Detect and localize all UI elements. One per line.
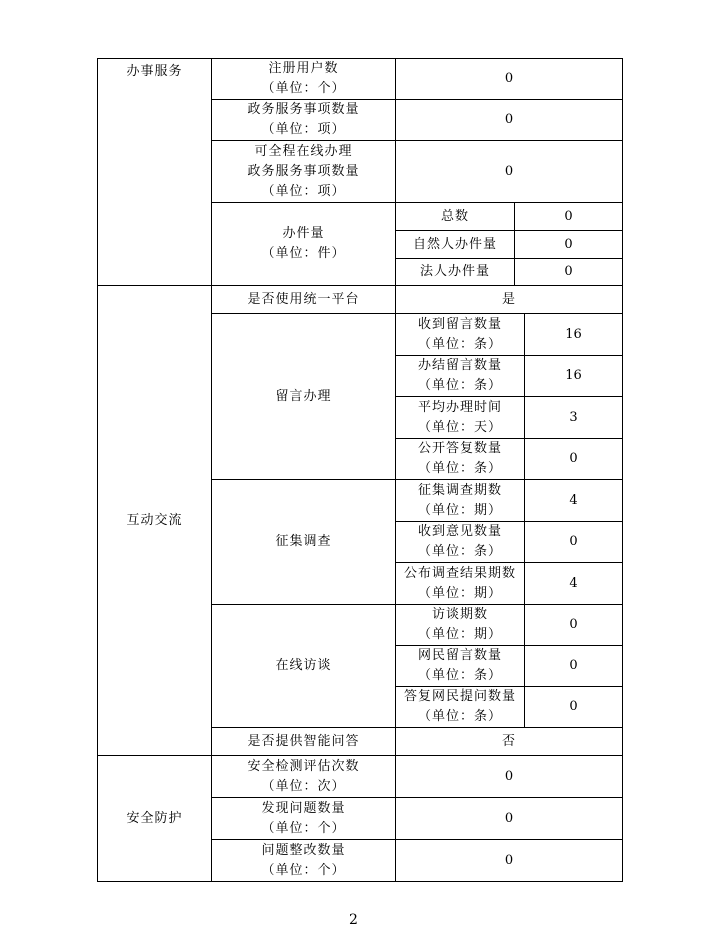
sub-natural-person-label bbox=[396, 231, 514, 258]
value-text: 0 bbox=[504, 810, 514, 826]
label-line: 网民留言数量 bbox=[417, 648, 502, 663]
group-label: 征集调查 bbox=[275, 534, 332, 549]
item-results-published-label bbox=[396, 563, 524, 604]
row-online-items-value bbox=[396, 141, 622, 202]
label-line: 问题整改数量 bbox=[261, 842, 346, 858]
row-service-items-value bbox=[396, 100, 622, 140]
label-line: 办件量 bbox=[282, 226, 325, 241]
label-line: 是否使用统一平台 bbox=[247, 291, 360, 307]
unit-line: （单位：期） bbox=[417, 585, 502, 601]
section-label-text: 办事服务 bbox=[126, 64, 183, 79]
item-netizen-messages-value bbox=[525, 646, 622, 686]
section-label-service bbox=[98, 58, 211, 290]
value-text: 0 bbox=[569, 617, 578, 632]
value-text: 0 bbox=[569, 534, 578, 549]
label-line: 征集调查期数 bbox=[417, 482, 502, 498]
unit-line: （单位：个） bbox=[261, 81, 346, 96]
unit-line: （单位：条） bbox=[417, 378, 502, 393]
row-registered-users-label bbox=[212, 59, 395, 99]
section-label-security bbox=[98, 756, 211, 881]
item-messages-closed-label bbox=[396, 356, 524, 396]
row-unified-platform-value bbox=[396, 286, 622, 313]
label-line: 发现问题数量 bbox=[261, 800, 346, 816]
value-text: 3 bbox=[569, 409, 578, 425]
unit-line: （单位：条） bbox=[417, 668, 502, 683]
value-text: 否 bbox=[501, 733, 516, 749]
item-results-published-value bbox=[525, 563, 622, 604]
unit-line: （单位：条） bbox=[417, 336, 502, 352]
item-messages-closed-value bbox=[525, 356, 622, 396]
item-interview-periods-value bbox=[525, 605, 622, 645]
label-line: 收到留言数量 bbox=[417, 316, 502, 332]
label-line: 公开答复数量 bbox=[417, 441, 502, 456]
row-online-items-label bbox=[212, 141, 395, 202]
sub-natural-person-value bbox=[515, 231, 622, 258]
value-text: 0 bbox=[569, 699, 578, 714]
row-issues-found-value bbox=[396, 798, 622, 839]
label-line: 答复网民提问数量 bbox=[403, 689, 516, 704]
row-service-items-label bbox=[212, 100, 395, 140]
group-label: 在线访谈 bbox=[275, 658, 332, 673]
item-opinions-received-value bbox=[525, 522, 622, 562]
value-text: 0 bbox=[504, 852, 514, 868]
group-label: 留言办理 bbox=[275, 388, 332, 404]
unit-line: （单位：期） bbox=[417, 627, 502, 642]
item-interview-periods-label bbox=[396, 605, 524, 645]
item-messages-received-label bbox=[396, 314, 524, 355]
value-text: 0 bbox=[564, 236, 573, 252]
row-issues-fixed-label bbox=[212, 840, 395, 881]
unit-line: （单位：个） bbox=[261, 820, 346, 836]
label-line: 注册用户数 bbox=[268, 61, 339, 76]
value-text: 是 bbox=[501, 291, 516, 307]
sub-legal-person-value bbox=[515, 259, 622, 285]
unit-line: （单位：个） bbox=[261, 862, 346, 878]
sub-total-value bbox=[515, 203, 622, 230]
section-label-interaction bbox=[98, 286, 211, 755]
row-issues-fixed-value bbox=[396, 840, 622, 881]
item-avg-time-label bbox=[396, 397, 524, 438]
section-label-text: 互动交流 bbox=[126, 512, 183, 528]
sub-total-label bbox=[396, 203, 514, 230]
sub-legal-person-label bbox=[396, 259, 514, 285]
item-survey-periods-label bbox=[396, 480, 524, 521]
group-message-handling bbox=[212, 314, 395, 479]
unit-line: （单位：件） bbox=[261, 246, 346, 261]
value-text: 0 bbox=[569, 658, 578, 673]
label-line: 政务服务事项数量 bbox=[247, 163, 360, 179]
label-line: 总数 bbox=[440, 208, 469, 224]
value-text: 16 bbox=[565, 368, 582, 383]
label-line: 可全程在线办理 bbox=[254, 143, 353, 159]
value-text: 4 bbox=[569, 575, 578, 591]
unit-line: （单位：条） bbox=[417, 544, 502, 559]
group-survey bbox=[212, 480, 395, 604]
unit-line: （单位：项） bbox=[261, 183, 346, 199]
item-public-replies-value bbox=[525, 439, 622, 479]
label-line: 访谈期数 bbox=[431, 607, 488, 622]
label-line: 是否提供智能问答 bbox=[247, 733, 360, 749]
unit-line: （单位：期） bbox=[417, 502, 502, 518]
item-avg-time-value bbox=[525, 397, 622, 438]
group-online-interview bbox=[212, 605, 395, 727]
label-line: 法人办件量 bbox=[419, 264, 490, 279]
label-line: 办结留言数量 bbox=[417, 358, 502, 373]
item-messages-received-value bbox=[525, 314, 622, 355]
value-text: 0 bbox=[504, 768, 514, 784]
label-line: 自然人办件量 bbox=[412, 236, 497, 252]
row-smart-qa-label bbox=[212, 728, 395, 755]
unit-line: （单位：条） bbox=[417, 709, 502, 724]
value-text: 0 bbox=[564, 208, 573, 224]
item-netizen-messages-label bbox=[396, 646, 524, 686]
unit-line: （单位：项） bbox=[261, 122, 346, 137]
value-text: 0 bbox=[504, 163, 514, 179]
item-public-replies-label bbox=[396, 439, 524, 479]
unit-line: （单位：次） bbox=[261, 778, 346, 794]
row-case-volume-label bbox=[212, 203, 395, 285]
item-opinions-received-label bbox=[396, 522, 524, 562]
value-text: 0 bbox=[504, 71, 514, 86]
label-line: 政务服务事项数量 bbox=[247, 102, 360, 117]
row-smart-qa-value bbox=[396, 728, 622, 755]
row-issues-found-label bbox=[212, 798, 395, 839]
label-line: 收到意见数量 bbox=[417, 524, 502, 539]
label-line: 安全检测评估次数 bbox=[247, 758, 360, 774]
label-line: 公布调查结果期数 bbox=[403, 565, 516, 581]
item-survey-periods-value bbox=[525, 480, 622, 521]
row-registered-users-value bbox=[396, 59, 622, 99]
unit-line: （单位：条） bbox=[417, 461, 502, 476]
label-line: 平均办理时间 bbox=[417, 399, 502, 415]
section-label-text: 安全防护 bbox=[126, 810, 183, 826]
value-text: 16 bbox=[565, 326, 582, 342]
page-number: 2 bbox=[349, 912, 358, 928]
value-text: 0 bbox=[564, 264, 573, 279]
item-questions-answered-label bbox=[396, 687, 524, 727]
row-security-checks-label bbox=[212, 756, 395, 797]
value-text: 4 bbox=[569, 492, 578, 508]
item-questions-answered-value bbox=[525, 687, 622, 727]
value-text: 0 bbox=[569, 451, 578, 466]
value-text: 0 bbox=[504, 112, 514, 127]
unit-line: （单位：天） bbox=[417, 419, 502, 435]
row-security-checks-value bbox=[396, 756, 622, 797]
row-unified-platform-label bbox=[212, 286, 395, 313]
